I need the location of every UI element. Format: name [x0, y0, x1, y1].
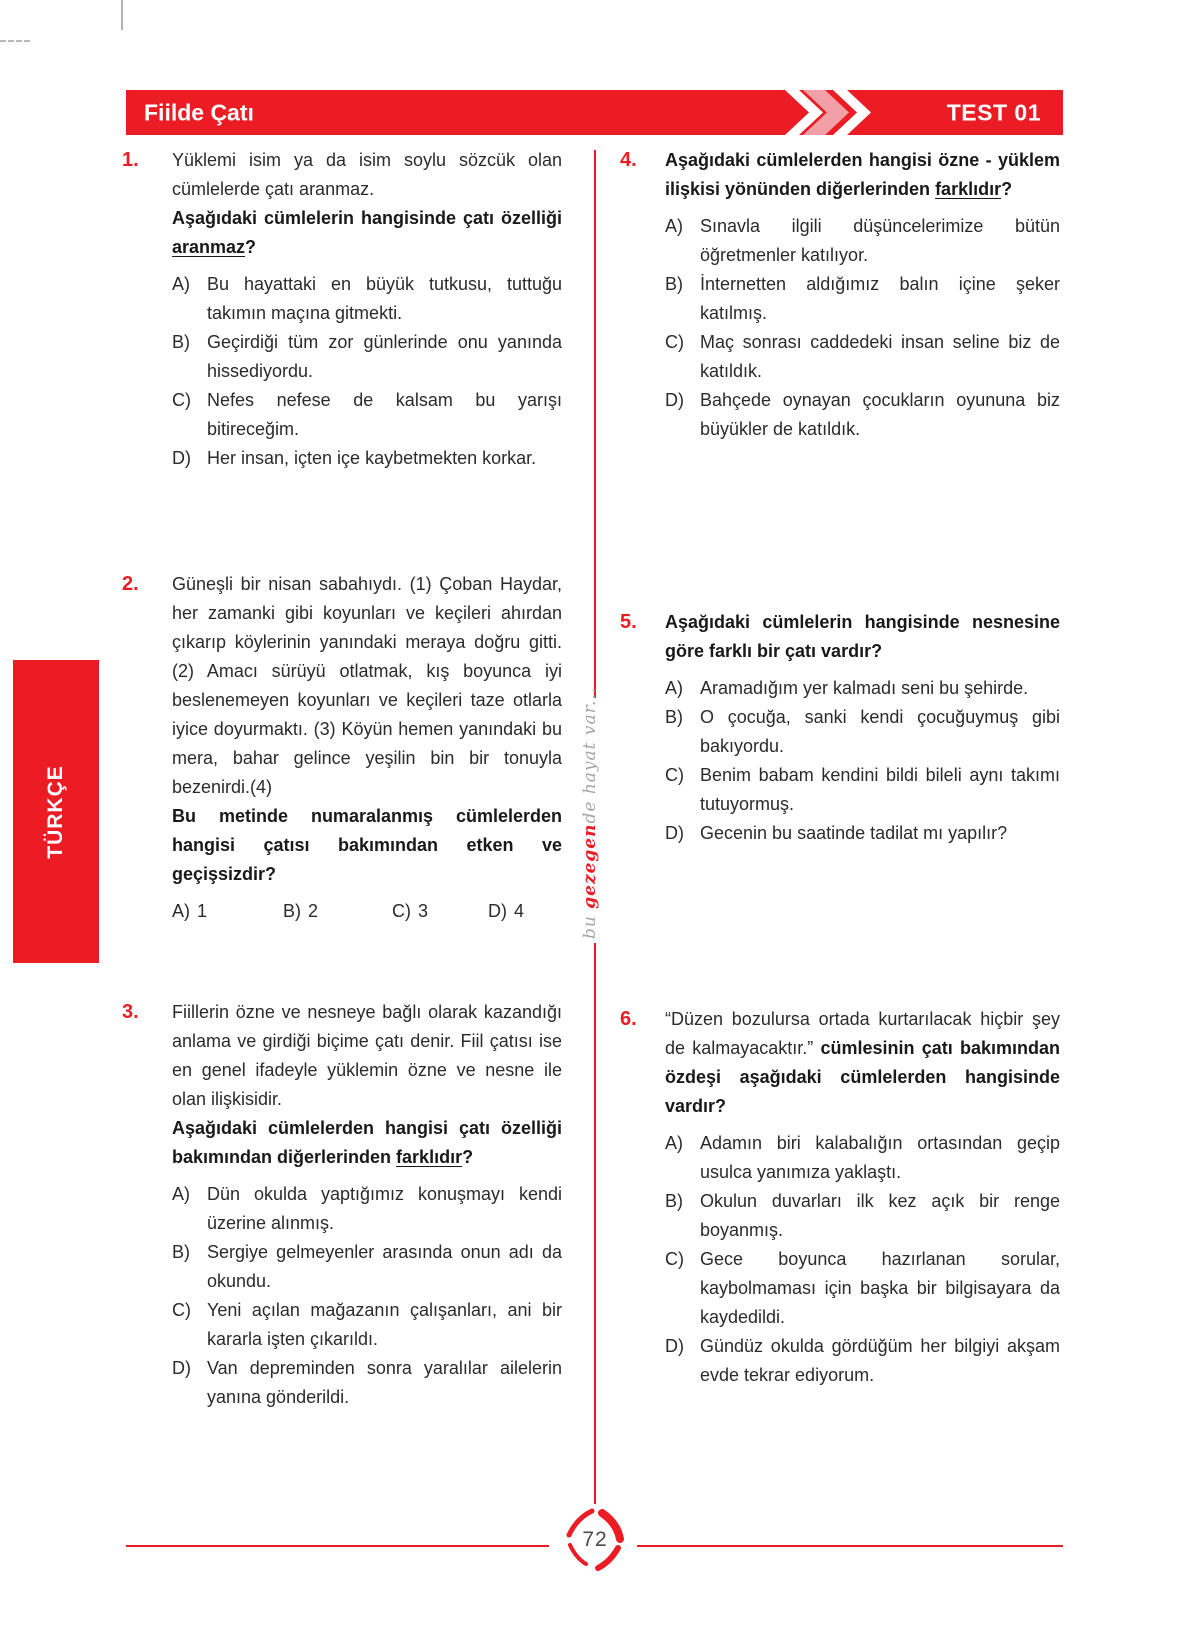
question-stem: “Düzen bozulursa ortada kurtarılacak hiçbir şey de kalmayacaktır.” cümlesinin çatı bakımından özdeşi aşağıdaki cümlelerden hangisinde vardır?	[665, 1009, 1060, 1116]
option-a: A) Sınavla ilgili düşüncelerimize bütün öğretmenler katılıyor.	[665, 216, 1060, 265]
question-5	[620, 608, 1060, 848]
question-6	[620, 1005, 1060, 1390]
options-list	[172, 270, 562, 473]
options-list	[665, 1129, 1060, 1390]
option-a: A) Bu hayattaki en büyük tutkusu, tuttuğu takımın maçına gitmekti.	[172, 274, 562, 323]
question-number: 2.	[122, 573, 139, 595]
question-intro: Fiillerin özne ve nesneye bağlı olarak kazandığı anlama ve girdiği biçime çatı denir. Fiil çatısı ise en genel ifadeyle yüklemin özne ve nesne ile olan ilişkisidir.	[172, 1002, 562, 1109]
option-a: A) 1	[172, 901, 208, 921]
header-banner	[126, 90, 1063, 135]
question-number: 1.	[122, 149, 139, 171]
option-a: A) Aramadığım yer kalmadı seni bu şehirde.	[665, 678, 1029, 698]
option-c: C) Gece boyunca hazırlanan sorular, kaybolmaması için başka bir bilgisayara da kaydedildi.	[665, 1249, 1060, 1327]
option-b: B) 2	[283, 901, 319, 921]
option-d: D) Gündüz okulda gördüğüm her bilgiyi akşam evde tekrar ediyorum.	[665, 1336, 1060, 1385]
question-stem: Aşağıdaki cümlelerden hangisi özne - yüklem ilişkisi yönünden diğerlerinden farklıdır?	[665, 150, 1060, 199]
footer-rule	[126, 1545, 549, 1547]
column-divider	[594, 150, 596, 698]
question-stem: Aşağıdaki cümlelerden hangisi çatı özelliği bakımından diğerlerinden farklıdır?	[172, 1118, 562, 1167]
option-c: C) Maç sonrası caddedeki insan seline biz de katıldık.	[665, 332, 1060, 381]
question-4	[620, 146, 1060, 444]
option-a: A) Dün okulda yaptığımız konuşmayı kendi üzerine alınmış.	[172, 1184, 562, 1233]
option-d: D) Gecenin bu saatinde tadilat mı yapılır?	[665, 823, 1008, 843]
option-b: B) Sergiye gelmeyenler arasında onun adı da okundu.	[172, 1242, 562, 1291]
question-stem: Aşağıdaki cümlelerin hangisinde nesnesine göre farklı bir çatı vardır?	[665, 612, 1060, 661]
question-stem: Bu metinde numaralanmış cümlelerden hangisi çatısı bakımından etken ve geçişsizdir?	[172, 806, 562, 884]
crop-mark-vertical	[121, 0, 123, 30]
question-number: 5.	[620, 611, 637, 633]
question-3	[122, 998, 562, 1412]
question-intro: Güneşli bir nisan sabahıydı. (1) Çoban Haydar, her zamanki gibi koyunları ve keçileri ahırdan çıkarıp köylerinin yanındaki meraya doğru gitti. (2) Amacı sürüyü otlatmak, kış boyunca iyi beslenemeyen koyunları ve keçileri taze otlarla iyice doyurmaktı. (3) Köyün hemen yanındaki bu mera, bahar gelince yeşilin bin bir tonuyla bezenirdi.(4)	[172, 574, 562, 797]
option-c: C) Benim babam kendini bildi bileli aynı takımı tutuyormuş.	[665, 765, 1060, 814]
double-chevron-right-icon	[785, 90, 895, 135]
page-title: Fiilde Çatı	[144, 99, 254, 125]
option-b: B) Geçirdiği tüm zor günlerinde onu yanında hissediyordu.	[172, 332, 562, 381]
option-b: B) Okulun duvarları ilk kez açık bir renge boyanmış.	[665, 1191, 1060, 1240]
option-d: D) Bahçede oynayan çocukların oyununa biz büyükler de katıldık.	[665, 390, 1060, 439]
option-d: D) 4	[488, 901, 525, 921]
question-number: 6.	[620, 1008, 637, 1030]
question-number: 3.	[122, 1001, 139, 1023]
question-2	[122, 570, 562, 926]
option-c: C) Nefes nefese de kalsam bu yarışı bitireceğim.	[172, 390, 562, 439]
script-watermark: bu gezegende hayat var...	[580, 686, 600, 939]
column-divider	[594, 943, 596, 1504]
subject-tab	[13, 660, 99, 963]
options-list	[665, 674, 1060, 848]
option-a: A) Adamın biri kalabalığın ortasından geçip usulca yanımıza yaklaştı.	[665, 1133, 1060, 1182]
quoted-sentence: “Düzen bozulursa ortada kurtarılacak hiçbir şey de kalmayacaktır.”	[665, 1009, 1060, 1058]
question-stem: Aşağıdaki cümlelerin hangisinde çatı özelliği aranmaz?	[172, 208, 562, 257]
question-intro: Yüklemi isim ya da isim soylu sözcük olan cümlelerde çatı aranmaz.	[172, 150, 562, 199]
option-c: C) Yeni açılan mağazanın çalışanları, ani bir kararla işten çıkarıldı.	[172, 1300, 562, 1349]
option-c: C) 3	[392, 901, 429, 921]
subject-label: TÜRKÇE	[44, 764, 67, 859]
page-number: 72	[582, 1528, 608, 1551]
option-d: D) Van depreminden sonra yaralılar ailelerin yanına gönderildi.	[172, 1358, 562, 1407]
options-list	[665, 212, 1060, 444]
options-list	[172, 897, 562, 926]
footer-rule	[637, 1545, 1063, 1547]
option-b: B) İnternetten aldığımız balın içine şeker katılmış.	[665, 274, 1060, 323]
options-list	[172, 1180, 562, 1412]
option-d: D) Her insan, içten içe kaybetmekten korkar.	[172, 448, 537, 468]
question-1	[122, 146, 562, 473]
test-number-label: TEST 01	[946, 99, 1041, 125]
question-number: 4.	[620, 149, 637, 171]
option-b: B) O çocuğa, sanki kendi çocuğuymuş gibi bakıyordu.	[665, 707, 1060, 756]
crop-mark-dashed	[0, 40, 30, 42]
